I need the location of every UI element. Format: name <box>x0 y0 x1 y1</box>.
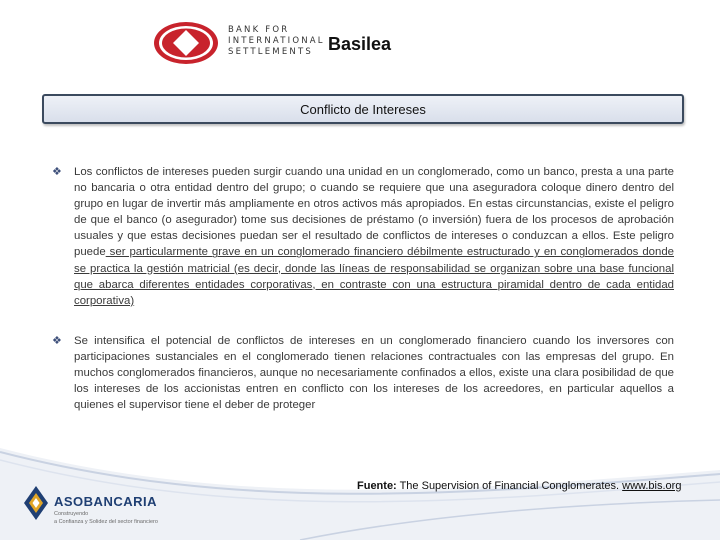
asobancaria-logo <box>24 486 48 520</box>
slide-title: Conflicto de Intereses <box>300 101 426 117</box>
source-label: Fuente: <box>357 480 397 492</box>
bis-wordmark-line-3: SETTLEMENTS <box>228 47 313 57</box>
slide-title-bar <box>42 94 684 124</box>
asobancaria-name: ASOBANCARIA <box>54 494 157 509</box>
asobancaria-tagline-2: a Confianza y Solidez del sector financiero <box>54 519 158 525</box>
bullet-text-1-underlined: ser particularmente grave en un conglomerado financiero débilmente estructurado y en conglomerados donde se practica la gestión matricial (es decir, donde las líneas de responsabilidad se organizan sobre una base funcional que abarca diferentes entidades corporativas, en contraste con una estructura piramidal dentro de cada entidad corporativa) <box>74 246 674 307</box>
bis-wordmark <box>228 25 325 58</box>
diamond-bullet-icon: ❖ <box>52 335 62 347</box>
bis-logo <box>152 20 220 66</box>
header-city: Basilea <box>328 34 392 54</box>
bullet-text-1 <box>74 164 674 309</box>
diamond-bullet-icon: ❖ <box>52 166 62 178</box>
asobancaria-tagline-1: Construyendo <box>54 511 89 517</box>
bullet-text-1-plain: Los conflictos de intereses pueden surgir cuando una unidad en un conglomerado, como un banco, presta a una parte no bancaria o otra entidad dentro del grupo; o cuando se requiere que una aseguradora coloque dinero dentro del grupo en lugar de invertir más ampliamente en otros activos más apropiados. En estas circunstancias, existe el peligro de que el banco (o asegurador) tome sus decisiones de préstamo (o inversión) fuera de los procesos de aprobación usuales y que estas decisiones puedan ser el resultado de conflictos de intereses o conduzcan a ellos. Este peligro puede <box>74 166 674 259</box>
bullet-item-1 <box>52 164 674 309</box>
source-link[interactable]: www.bis.org <box>622 480 682 492</box>
source-text: The Supervision of Financial Conglomerates. <box>396 480 623 492</box>
bis-wordmark-line-2: INTERNATIONAL <box>228 36 325 46</box>
source-citation <box>357 480 681 492</box>
bullet-item-2 <box>52 333 674 413</box>
bis-wordmark-line-1: BANK FOR <box>228 25 290 35</box>
bullet-text-2: Se intensifica el potencial de conflictos de intereses en un conglomerado financiero cuando los inversores con participaciones sustanciales en el conglomerado tienen relaciones contractuales con las empresas del grupo. En muchos conglomerados financieros, aunque no necesariamente confinados a ellos, existe una clara posibilidad de que los intereses de los accionistas entren en conflicto con los intereses de los acreedores, en particular aquellos a quienes el supervisor tiene el deber de proteger <box>74 335 674 412</box>
